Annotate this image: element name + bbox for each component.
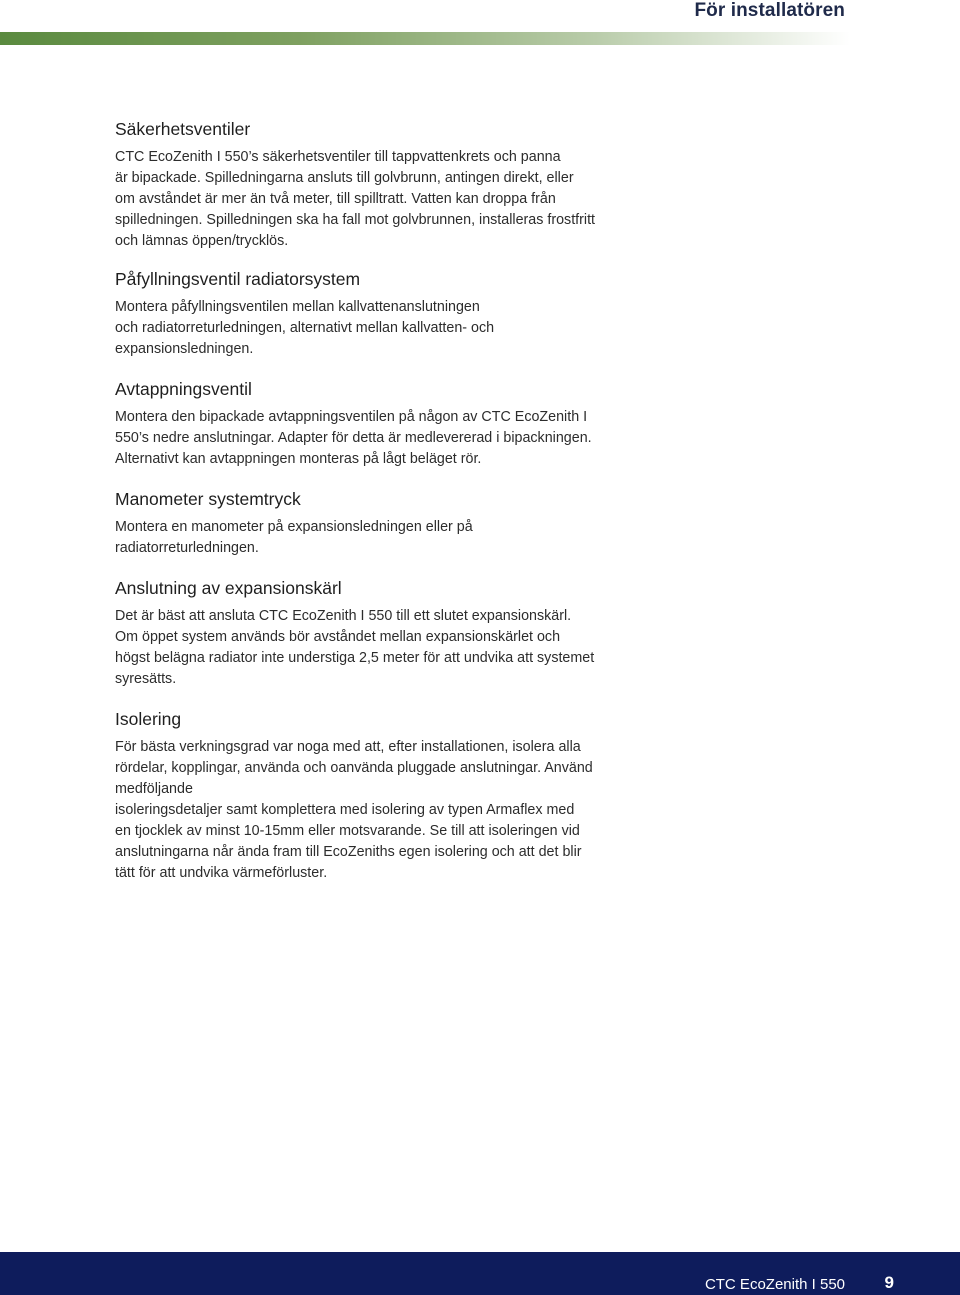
section-manometer (115, 486, 605, 559)
section-pafyllningsventil (115, 266, 605, 360)
header-gradient-bar (0, 32, 850, 45)
footer-product-name: CTC EcoZenith I 550 (704, 1276, 845, 1293)
section-body: Montera den bipackade avtappningsventilen på någon av CTC EcoZenith I 550’s nedre anslutningar. Adapter för detta är medlevererad i bipackningen. Alternativt kan avtappningen monteras på lågt beläget rör. (115, 409, 592, 467)
section-heading: Anslutning av expansionskärl (115, 578, 342, 598)
section-avtappningsventil (115, 376, 605, 470)
section-heading: Isolering (115, 709, 182, 729)
footer-page-number: 9 (884, 1273, 894, 1292)
section-heading: Påfyllningsventil radiatorsystem (115, 269, 361, 289)
section-sakerhetsventiler (115, 116, 605, 252)
section-body: Montera en manometer på expansionsledningen eller på radiatorreturledningen. (115, 519, 473, 556)
main-content (115, 116, 605, 900)
section-isolering (115, 706, 605, 884)
section-body: Det är bäst att ansluta CTC EcoZenith I 550 till ett slutet expansionskärl. Om öppet system används bör avståndet mellan expansionskärlet och högst belägna radiator inte understiga 2,5 meter för att undvika att systemet syresätts. (115, 608, 595, 687)
page-header-title: För installatören (694, 0, 845, 21)
section-expansionskarl (115, 575, 605, 690)
section-body: CTC EcoZenith I 550’s säkerhetsventiler till tappvattenkrets och panna är bipackade. Spilledningarna ansluts till golvbrunn, antingen direkt, eller om avståndet är mer än två meter, till spilltratt. Vatten kan droppa från spilledningen. Spilledningen ska ha fall mot golvbrunnen, installeras frostfritt och lämnas öppen/trycklös. (115, 149, 596, 249)
section-heading: Säkerhetsventiler (115, 119, 251, 139)
section-heading: Avtappningsventil (115, 379, 252, 399)
section-body: Montera påfyllningsventilen mellan kallvattenanslutningen och radiatorreturledningen, alternativt mellan kallvatten- och expansionsledningen. (115, 299, 495, 357)
section-body: För bästa verkningsgrad var noga med att, efter installationen, isolera alla rördelar, kopplingar, använda och oanvända pluggade anslutningar. Använd medföljande isoleringsdetaljer samt komplettera med isolering av typen Armaflex med en tjocklek av minst 10-15mm eller motsvarande. Se till att isoleringen vid anslutningarna når ända fram till EcoZeniths egen isolering och att det blir tätt för att undvika värmeförluster. (115, 739, 593, 881)
section-heading: Manometer systemtryck (115, 489, 301, 509)
